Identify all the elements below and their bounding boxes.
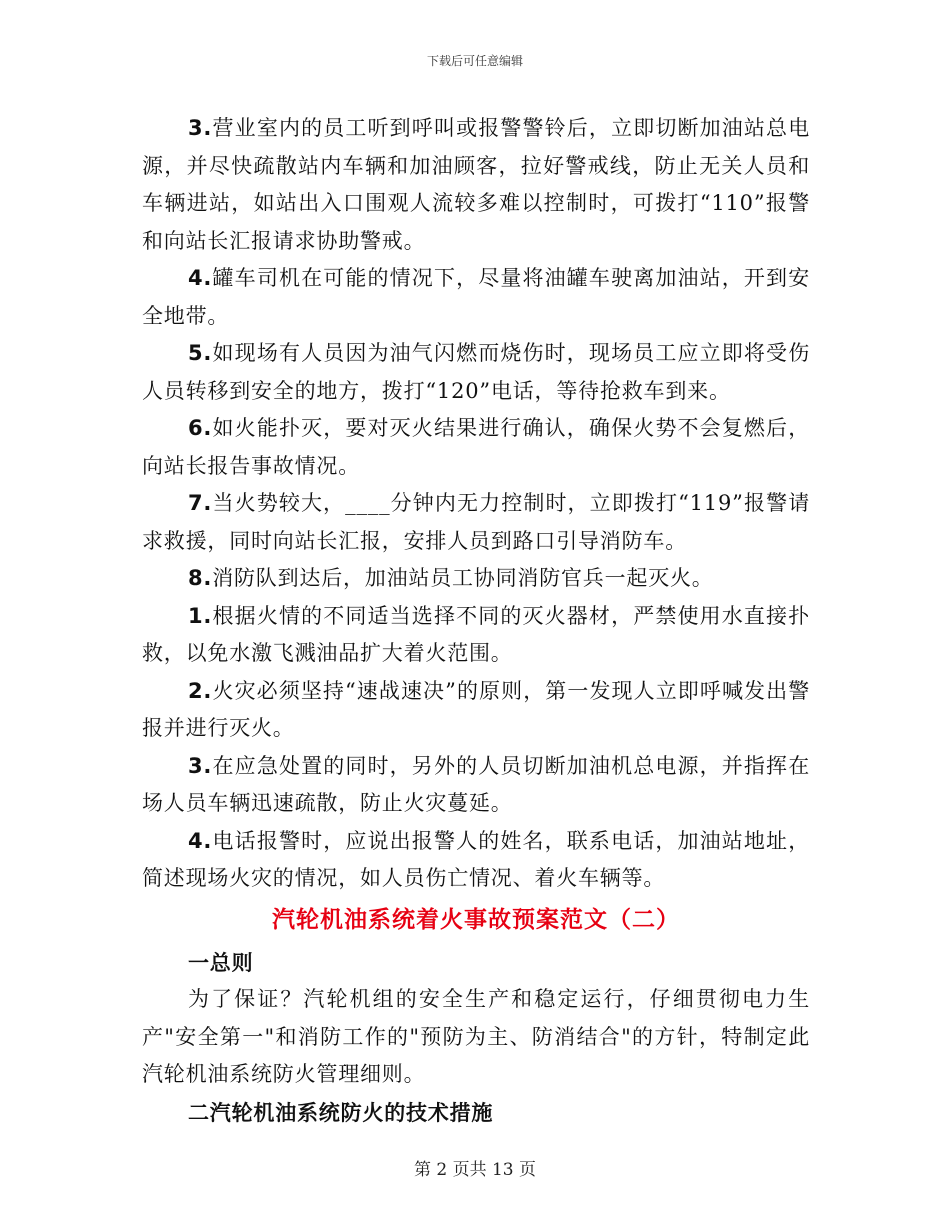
item-text: 火灾必须坚持“速战速决”的原则，第一发现人立即呼喊发出警报并进行灭火。 xyxy=(142,678,810,740)
list-item xyxy=(142,673,810,748)
list-item xyxy=(142,748,810,823)
item-number: 3. xyxy=(188,753,213,778)
item-number: 2. xyxy=(188,678,213,703)
item-text: 如火能扑灭，要对灭火结果进行确认，确保火势不会复燃后，向站长报告事故情况。 xyxy=(142,416,810,478)
list-item xyxy=(142,335,810,410)
item-text: 如现场有人员因为油气闪燃而烧伤时，现场员工应立即将受伤人员转移到安全的地方，拨打“120”电话，等待抢救车到来。 xyxy=(142,341,810,403)
item-text: 电话报警时，应说出报警人的姓名，联系电话，加油站地址，简述现场火灾的情况，如人员伤亡情况、着火车辆等。 xyxy=(142,828,810,890)
list-item xyxy=(142,110,810,260)
page-footer: 第 2 页共 13 页 xyxy=(413,1160,537,1180)
list-item xyxy=(142,823,810,898)
item-number: 4. xyxy=(188,828,213,853)
item-text: 营业室内的员工听到呼叫或报警警铃后，立即切断加油站总电源，并尽快疏散站内车辆和加油顾客，拉好警戒线，防止无关人员和车辆进站，如站出入口围观人流较多难以控制时，可拨打“110”报警和向站长汇报请求协助警戒。 xyxy=(142,116,810,253)
section-title: 汽轮机油系统着火事故预案范文（二） xyxy=(272,905,680,933)
page-header: 下载后可任意编辑 xyxy=(426,54,523,68)
item-text: 当火势较大，____分钟内无力控制时，立即拨打“119”报警请求救援，同时向站长汇报，安排人员到路口引导消防车。 xyxy=(142,491,810,553)
item-number: 6. xyxy=(188,416,213,440)
list-item xyxy=(142,598,810,673)
item-text: 根据火情的不同适当选择不同的灭火器材，严禁使用水直接扑救，以免水激飞溅油品扩大着火范围。 xyxy=(142,603,810,665)
item-number: 3. xyxy=(188,116,213,140)
heading-general: 一总则 xyxy=(188,949,254,975)
item-number: 4. xyxy=(188,266,213,290)
item-text: 在应急处置的同时，另外的人员切断加油机总电源，并指挥在场人员车辆迅速疏散，防止火灾蔓延。 xyxy=(142,753,810,815)
list-item xyxy=(142,410,810,485)
item-number: 5. xyxy=(188,341,213,365)
list-item xyxy=(142,485,810,560)
list-item xyxy=(142,260,810,335)
item-text: 消防队到达后，加油站员工协同消防官兵一起灭火。 xyxy=(212,566,714,590)
heading-technical-measures: 二汽轮机油系统防火的技术措施 xyxy=(188,1099,494,1125)
item-number: 7. xyxy=(188,491,213,515)
document-body xyxy=(142,110,810,1131)
item-text: 罐车司机在可能的情况下，尽量将油罐车驶离加油站，开到安全地带。 xyxy=(142,266,810,328)
item-number: 8. xyxy=(188,566,213,590)
item-number: 1. xyxy=(188,603,213,628)
general-paragraph: 为了保证？汽轮机组的安全生产和稳定运行，仔细贯彻电力生产"安全第一"和消防工作的"预防为主、防消结合"的方针，特制定此汽轮机油系统防火管理细则。 xyxy=(142,987,810,1086)
list-item xyxy=(142,560,810,598)
